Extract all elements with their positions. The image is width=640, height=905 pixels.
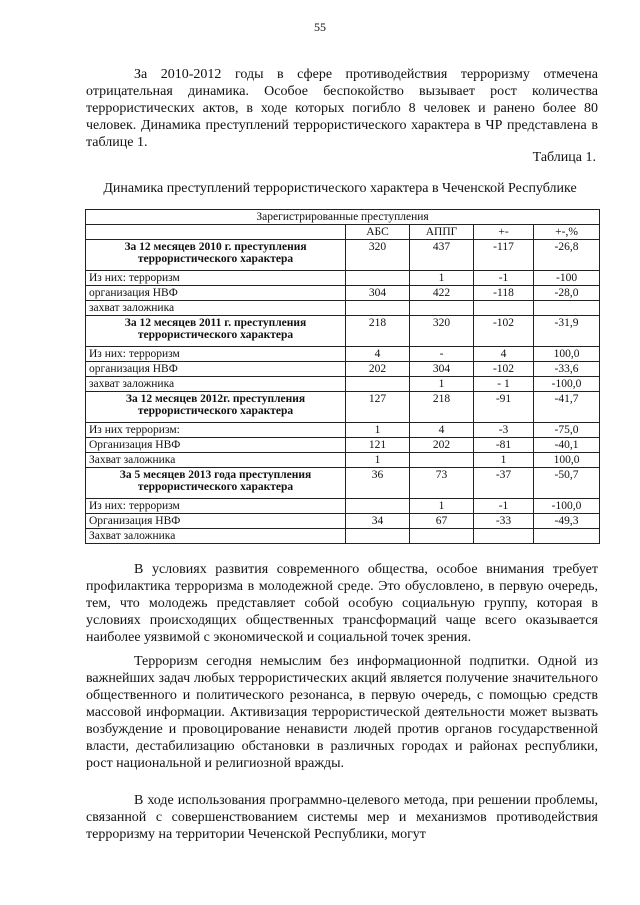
column-header-appg: АППГ (410, 225, 474, 240)
cell-diff: -91 (474, 392, 534, 423)
row-label: Захват заложника (86, 453, 346, 468)
cell-pct: 100,0 (534, 453, 600, 468)
cell-appg: 4 (410, 423, 474, 438)
row-label: Из них: терроризм (86, 271, 346, 286)
table-caption: Динамика преступлений террористического характера в Чеченской Республике (103, 181, 577, 196)
row-label: Из них: терроризм (86, 347, 346, 362)
cell-diff: -1 (474, 499, 534, 514)
table-row (86, 499, 600, 514)
cell-abs (346, 499, 410, 514)
table-row (86, 438, 600, 453)
cell-pct: 100,0 (534, 347, 600, 362)
row-label: захват заложника (86, 377, 346, 392)
cell-pct: -100 (534, 271, 600, 286)
table-period-row (86, 468, 600, 499)
table-column-header-row (86, 225, 600, 240)
cell-abs (346, 529, 410, 544)
cell-pct: -26,8 (534, 240, 600, 271)
row-label: Захват заложника (86, 529, 346, 544)
page-number: 55 (314, 20, 326, 34)
cell-diff: -37 (474, 468, 534, 499)
row-label: Из них: терроризм (86, 499, 346, 514)
cell-diff: -102 (474, 316, 534, 347)
row-label: Организация НВФ (86, 514, 346, 529)
row-label: За 5 месяцев 2013 года преступления террористического характера (86, 468, 346, 499)
paragraph-information-support: Терроризм сегодня немыслим без информационной подпитки. Одной из важнейших задач любых террористических акций является получение значительного общественного и политического резонанса, в первую очередь, с помощью средств массовой информации. Активизация террористической деятельности может вызвать возбуждение и провоцирование ненависти людей против органов государственной власти, дестабилизацию обстановки в различных городах и районах республики, рост национальной и религиозной вражды. (86, 654, 598, 771)
table-body (86, 210, 600, 544)
cell-diff: -118 (474, 286, 534, 301)
cell-pct: -40,1 (534, 438, 600, 453)
cell-diff: 4 (474, 347, 534, 362)
cell-pct: -31,9 (534, 316, 600, 347)
cell-pct (534, 301, 600, 316)
cell-diff: -1 (474, 271, 534, 286)
table-row (86, 347, 600, 362)
cell-pct: -33,6 (534, 362, 600, 377)
cell-abs (346, 271, 410, 286)
cell-appg: 1 (410, 499, 474, 514)
cell-pct: -50,7 (534, 468, 600, 499)
cell-pct: -100,0 (534, 377, 600, 392)
cell-pct: -28,0 (534, 286, 600, 301)
cell-abs: 320 (346, 240, 410, 271)
cell-abs: 127 (346, 392, 410, 423)
cell-appg (410, 301, 474, 316)
row-label: захват заложника (86, 301, 346, 316)
cell-abs: 121 (346, 438, 410, 453)
cell-pct: -49,3 (534, 514, 600, 529)
cell-diff: - 1 (474, 377, 534, 392)
paragraph-youth-prevention: В условиях развития современного общества, особое внимания требует профилактика терроризма в молодежной среде. Это обусловлено, в первую очередь, тем, что молодежь представляет собой особую социальную группу, которая в условиях происходящих общественных трансформаций чаще всего оказывается наиболее уязвимой с экономической и социальной точек зрения. (86, 562, 598, 645)
cell-abs: 304 (346, 286, 410, 301)
table-title-row (86, 210, 600, 225)
row-label: Организация НВФ (86, 438, 346, 453)
cell-pct: -41,7 (534, 392, 600, 423)
table-row (86, 286, 600, 301)
cell-pct: -75,0 (534, 423, 600, 438)
row-label: Из них терроризм: (86, 423, 346, 438)
cell-appg (410, 529, 474, 544)
cell-appg: 218 (410, 392, 474, 423)
cell-diff: 1 (474, 453, 534, 468)
cell-appg: 1 (410, 377, 474, 392)
cell-abs (346, 377, 410, 392)
cell-appg: 1 (410, 271, 474, 286)
cell-appg: - (410, 347, 474, 362)
cell-abs: 34 (346, 514, 410, 529)
table-row (86, 529, 600, 544)
cell-diff: -117 (474, 240, 534, 271)
cell-abs (346, 301, 410, 316)
cell-appg: 437 (410, 240, 474, 271)
paragraph-program-method: В ходе использования программно-целевого метода, при решении проблемы, связанной с совершенствованием системы мер и механизмов противодействия терроризму на территории Чеченской Республики, могут (86, 793, 598, 842)
cell-appg: 73 (410, 468, 474, 499)
cell-diff: -81 (474, 438, 534, 453)
cell-abs: 218 (346, 316, 410, 347)
table-period-row (86, 316, 600, 347)
cell-abs: 1 (346, 423, 410, 438)
table-period-row (86, 392, 600, 423)
cell-diff (474, 529, 534, 544)
cell-diff (474, 301, 534, 316)
table-row (86, 377, 600, 392)
cell-appg: 304 (410, 362, 474, 377)
table-row (86, 271, 600, 286)
row-label: организация НВФ (86, 286, 346, 301)
table-row (86, 301, 600, 316)
row-label: За 12 месяцев 2012г. преступления террористического характера (86, 392, 346, 423)
cell-pct (534, 529, 600, 544)
row-label: За 12 месяцев 2010 г. преступления террористического характера (86, 240, 346, 271)
column-header-abs: АБС (346, 225, 410, 240)
table-row (86, 453, 600, 468)
cell-appg: 67 (410, 514, 474, 529)
cell-pct: -100,0 (534, 499, 600, 514)
cell-abs: 1 (346, 453, 410, 468)
crime-dynamics-table (85, 209, 600, 544)
cell-appg: 202 (410, 438, 474, 453)
table-row (86, 514, 600, 529)
cell-diff: -33 (474, 514, 534, 529)
intro-paragraph: За 2010-2012 годы в сфере противодействия терроризму отмечена отрицательная динамика. Особое беспокойство вызывает рост количества террористических актов, в ходе которых погибло 8 человек и ранено более 80 человек. Динамика преступлений террористического характера в ЧР представлена в таблице 1. (86, 67, 598, 150)
column-header-diff: +- (474, 225, 534, 240)
cell-appg (410, 453, 474, 468)
table-row (86, 423, 600, 438)
table-number: Таблица 1. (532, 150, 596, 165)
cell-appg: 422 (410, 286, 474, 301)
row-label: организация НВФ (86, 362, 346, 377)
cell-diff: -3 (474, 423, 534, 438)
row-label: За 12 месяцев 2011 г. преступления террористического характера (86, 316, 346, 347)
cell-appg: 320 (410, 316, 474, 347)
cell-abs: 202 (346, 362, 410, 377)
table-header-title: Зарегистрированные преступления (86, 210, 600, 225)
cell-abs: 4 (346, 347, 410, 362)
column-header-label (86, 225, 346, 240)
column-header-pct: +-,% (534, 225, 600, 240)
cell-abs: 36 (346, 468, 410, 499)
table-period-row (86, 240, 600, 271)
table-row (86, 362, 600, 377)
cell-diff: -102 (474, 362, 534, 377)
